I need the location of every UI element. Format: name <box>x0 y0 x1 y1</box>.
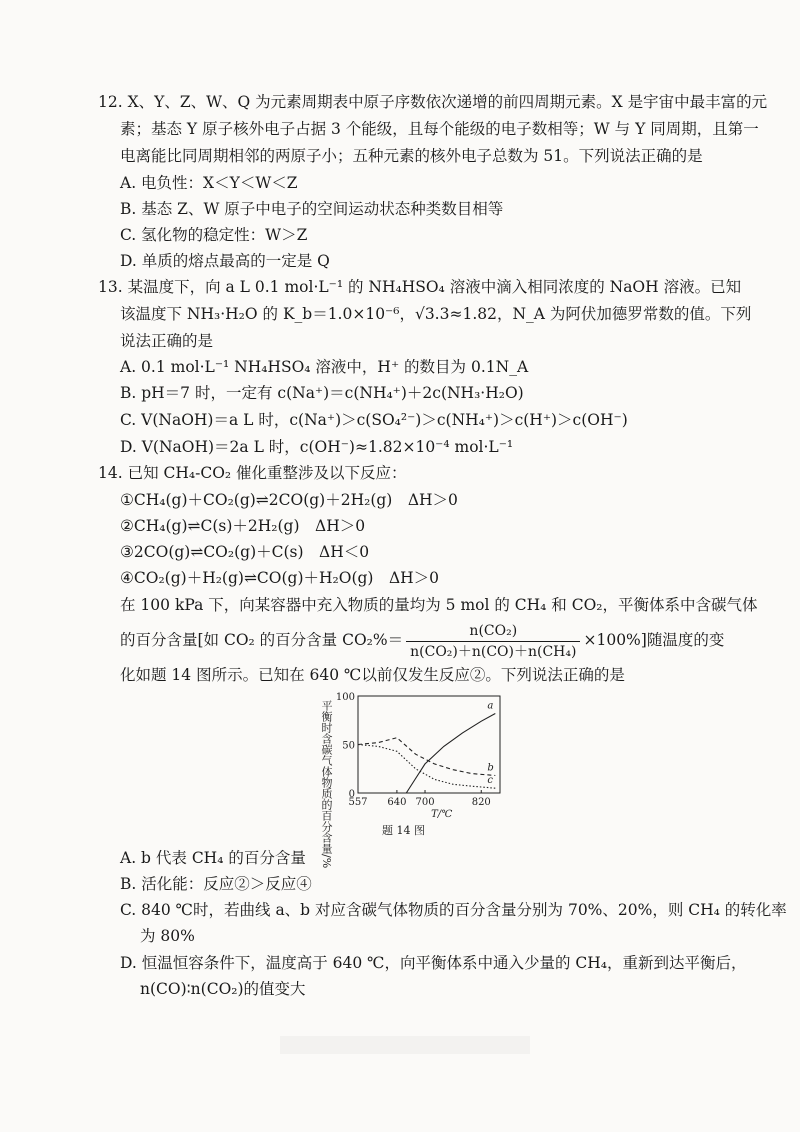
q12-stem-line1: 12. X、Y、Z、W、Q 为元素周期表中原子序数依次递增的前四周期元素。X 是宇宙中最丰富的元 <box>98 93 768 111</box>
series-line-b <box>358 738 495 776</box>
q14-reaction-2: ②CH₄(g)⇌C(s)＋2H₂(g) ΔH＞0 <box>120 517 366 535</box>
q14-reaction-3: ③2CO(g)⇌CO₂(g)＋C(s) ΔH＜0 <box>120 543 370 561</box>
q12-option-c: C. 氢化物的稳定性：W＞Z <box>120 226 308 244</box>
q14-stem-line1: 14. 已知 CH₄-CO₂ 催化重整涉及以下反应： <box>98 464 407 482</box>
figure-14-chart <box>300 688 530 838</box>
q14-option-b: B. 活化能：反应②＞反应④ <box>120 875 312 893</box>
q14-option-d-line1: D. 恒温恒容条件下，温度高于 640 ℃，向平衡体系中通入少量的 CH₄，重新到达平衡后， <box>120 954 747 972</box>
series-label-c: c <box>487 775 493 787</box>
q12-option-d: D. 单质的熔点最高的一定是 Q <box>120 252 330 270</box>
x-tick-label: 820 <box>471 797 491 808</box>
q14-formula-suffix: ×100%]随温度的变 <box>583 631 725 649</box>
q13-option-b: B. pH＝7 时，一定有 c(Na⁺)＝c(NH₄⁺)＋2c(NH₃·H₂O) <box>120 384 524 402</box>
x-tick-label: 700 <box>415 797 435 808</box>
y-tick-label: 0 <box>348 789 355 800</box>
q14-stem-line4: 化如题 14 图所示。已知在 640 ℃以前仅发生反应②。下列说法正确的是 <box>120 666 625 684</box>
q13-stem-line2: 该温度下 NH₃·H₂O 的 K_b＝1.0×10⁻⁶，√3.3≈1.82，N_A 为阿伏加德罗常数的值。下列 <box>120 305 752 323</box>
q14-option-c-line1: C. 840 ℃时，若曲线 a、b 对应含碳气体物质的百分含量分别为 70%、20%，则 CH₄ 的转化率 <box>120 901 787 919</box>
q12-stem-line2: 素；基态 Y 原子核外电子占据 3 个能级，且每个能级的电子数相等；W 与 Y 同周期，且第一 <box>120 120 759 138</box>
x-tick-label: 640 <box>387 797 407 808</box>
q13-option-c: C. V(NaOH)＝a L 时，c(Na⁺)＞c(SO₄²⁻)＞c(NH₄⁺)＞c(H⁺)＞c(OH⁻) <box>120 411 628 429</box>
plot-frame <box>358 696 500 793</box>
q12-option-b: B. 基态 Z、W 原子中电子的空间运动状态种类数目相等 <box>120 200 504 218</box>
q12-option-a: A. 电负性：X＜Y＜W＜Z <box>120 174 298 192</box>
y-tick-label: 50 <box>342 740 355 752</box>
percent-fraction <box>406 622 580 661</box>
page-footer-smudge <box>280 1036 530 1054</box>
chart-caption: 题 14 图 <box>382 824 425 837</box>
chart-y-label: 平衡时含碳气体物质的百分含量/% <box>320 700 333 869</box>
series-label-a: a <box>487 700 494 712</box>
q14-stem-line2: 在 100 kPa 下，向某容器中充入物质的量均为 5 mol 的 CH₄ 和 CO₂，平衡体系中含碳气体 <box>120 596 758 614</box>
q13-option-a: A. 0.1 mol·L⁻¹ NH₄HSO₄ 溶液中，H⁺ 的数目为 0.1N_A <box>120 358 529 376</box>
q14-formula-prefix: 的百分含量[如 CO₂ 的百分含量 CO₂%＝ <box>120 631 404 649</box>
q14-option-d-line2: n(CO)∶n(CO₂)的值变大 <box>140 980 306 998</box>
x-axis-label: T/℃ <box>431 809 453 820</box>
q13-stem-line1: 13. 某温度下，向 a L 0.1 mol·L⁻¹ 的 NH₄HSO₄ 溶液中滴入相同浓度的 NaOH 溶液。已知 <box>98 278 742 296</box>
series-label-b: b <box>487 762 494 774</box>
q14-reaction-4: ④CO₂(g)＋H₂(g)⇌CO(g)＋H₂O(g) ΔH＞0 <box>120 569 440 587</box>
q12-stem-line3: 电离能比同周期相邻的两原子小；五种元素的核外电子总数为 51。下列说法正确的是 <box>120 147 703 165</box>
q14-reaction-1: ①CH₄(g)＋CO₂(g)⇌2CO(g)＋2H₂(g) ΔH＞0 <box>120 491 458 509</box>
q14-stem-line3 <box>120 620 724 661</box>
q14-option-a: A. b 代表 CH₄ 的百分含量 <box>120 849 306 867</box>
series-line-c <box>358 745 495 789</box>
q13-option-d: D. V(NaOH)＝2a L 时，c(OH⁻)≈1.82×10⁻⁴ mol·L⁻¹ <box>120 438 514 456</box>
q13-stem-line3: 说法正确的是 <box>120 332 214 350</box>
q14-option-c-line2: 为 80% <box>140 927 195 945</box>
x-tick-label: 557 <box>348 797 368 808</box>
fraction-numerator: n(CO₂) <box>406 622 580 642</box>
fraction-denominator: n(CO₂)＋n(CO)＋n(CH₄) <box>410 643 577 660</box>
series-line-a <box>406 714 495 794</box>
y-tick-label: 100 <box>335 692 355 703</box>
